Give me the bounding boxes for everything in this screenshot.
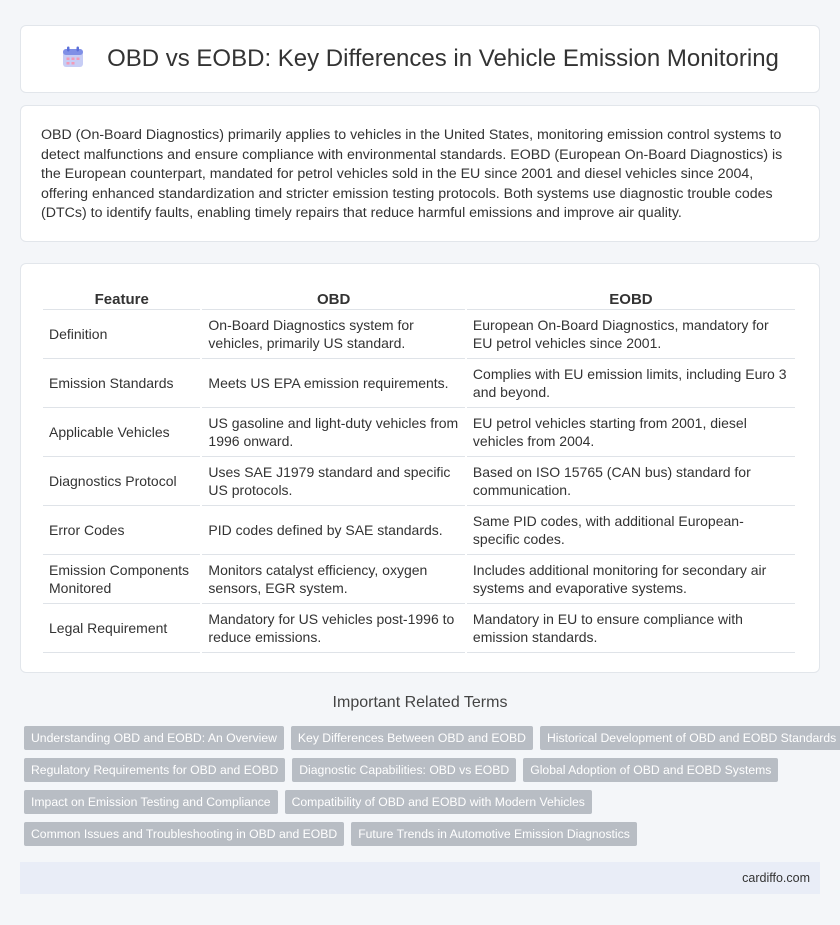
- related-term-tag[interactable]: Common Issues and Troubleshooting in OBD and EOBD: [24, 822, 344, 846]
- eobd-cell: European On-Board Diagnostics, mandatory for EU petrol vehicles since 2001.: [467, 310, 795, 359]
- related-term-tag[interactable]: Understanding OBD and EOBD: An Overview: [24, 726, 284, 750]
- eobd-cell: EU petrol vehicles starting from 2001, diesel vehicles from 2004.: [467, 408, 795, 457]
- intro-card: [20, 105, 820, 242]
- feature-cell: Applicable Vehicles: [43, 408, 200, 457]
- table-header-row: [43, 284, 795, 310]
- related-term-tag[interactable]: Key Differences Between OBD and EOBD: [291, 726, 533, 750]
- eobd-cell: Includes additional monitoring for secondary air systems and evaporative systems.: [467, 555, 795, 604]
- related-terms-title: Important Related Terms: [332, 694, 508, 711]
- related-term-tag[interactable]: Historical Development of OBD and EOBD Standards: [540, 726, 840, 750]
- related-term-tag[interactable]: Global Adoption of OBD and EOBD Systems: [523, 758, 778, 782]
- calendar-icon: [61, 45, 85, 74]
- eobd-cell: Based on ISO 15765 (CAN bus) standard for communication.: [467, 457, 795, 506]
- related-term-tag[interactable]: Impact on Emission Testing and Compliance: [24, 790, 278, 814]
- obd-cell: On-Board Diagnostics system for vehicles, primarily US standard.: [202, 310, 465, 359]
- related-term-tag[interactable]: Regulatory Requirements for OBD and EOBD: [24, 758, 285, 782]
- related-term-tag[interactable]: Diagnostic Capabilities: OBD vs EOBD: [292, 758, 516, 782]
- header-obd: OBD: [202, 284, 465, 310]
- eobd-cell: Complies with EU emission limits, including Euro 3 and beyond.: [467, 359, 795, 408]
- table-row: [43, 604, 795, 653]
- footer: [20, 862, 820, 894]
- header-eobd: EOBD: [467, 284, 795, 310]
- feature-cell: Error Codes: [43, 506, 200, 555]
- related-terms-list: [24, 726, 837, 854]
- obd-cell: Mandatory for US vehicles post-1996 to reduce emissions.: [202, 604, 465, 653]
- table-row: [43, 408, 795, 457]
- comparison-card: [20, 263, 820, 673]
- tag-row: [24, 758, 824, 782]
- eobd-cell: Same PID codes, with additional European-specific codes.: [467, 506, 795, 555]
- intro-text: OBD (On-Board Diagnostics) primarily applies to vehicles in the United States, monitoring emission control systems to detect malfunctions and ensure compliance with environmental standards. EOBD (European On-Board Diagnostics) is the European counterpart, mandated for petrol vehicles sold in the EU since 2001 and diesel vehicles since 2004, offering enhanced standardization and stricter emission testing protocols. Both systems use diagnostic trouble codes (DTCs) to identify faults, enabling timely repairs that reduce harmful emissions and improve air quality.: [41, 127, 783, 221]
- comparison-table: [41, 284, 797, 653]
- obd-cell: US gasoline and light-duty vehicles from 1996 onward.: [202, 408, 465, 457]
- table-row: [43, 310, 795, 359]
- table-row: [43, 457, 795, 506]
- feature-cell: Legal Requirement: [43, 604, 200, 653]
- table-row: [43, 506, 795, 555]
- feature-cell: Diagnostics Protocol: [43, 457, 200, 506]
- tag-row: [24, 726, 837, 750]
- feature-cell: Emission Standards: [43, 359, 200, 408]
- tag-row: [24, 822, 824, 846]
- footer-site-link[interactable]: cardiffo.com: [742, 871, 810, 885]
- header-card: [20, 25, 820, 93]
- eobd-cell: Mandatory in EU to ensure compliance with emission standards.: [467, 604, 795, 653]
- header-feature: Feature: [43, 284, 200, 310]
- obd-cell: Meets US EPA emission requirements.: [202, 359, 465, 408]
- related-term-tag[interactable]: Future Trends in Automotive Emission Diagnostics: [351, 822, 637, 846]
- table-row: [43, 555, 795, 604]
- table-row: [43, 359, 795, 408]
- feature-cell: Definition: [43, 310, 200, 359]
- page-title: OBD vs EOBD: Key Differences in Vehicle Emission Monitoring: [107, 45, 779, 72]
- obd-cell: Uses SAE J1979 standard and specific US protocols.: [202, 457, 465, 506]
- related-term-tag[interactable]: Compatibility of OBD and EOBD with Modern Vehicles: [285, 790, 592, 814]
- tag-row: [24, 790, 824, 814]
- feature-cell: Emission Components Monitored: [43, 555, 200, 604]
- obd-cell: PID codes defined by SAE standards.: [202, 506, 465, 555]
- obd-cell: Monitors catalyst efficiency, oxygen sensors, EGR system.: [202, 555, 465, 604]
